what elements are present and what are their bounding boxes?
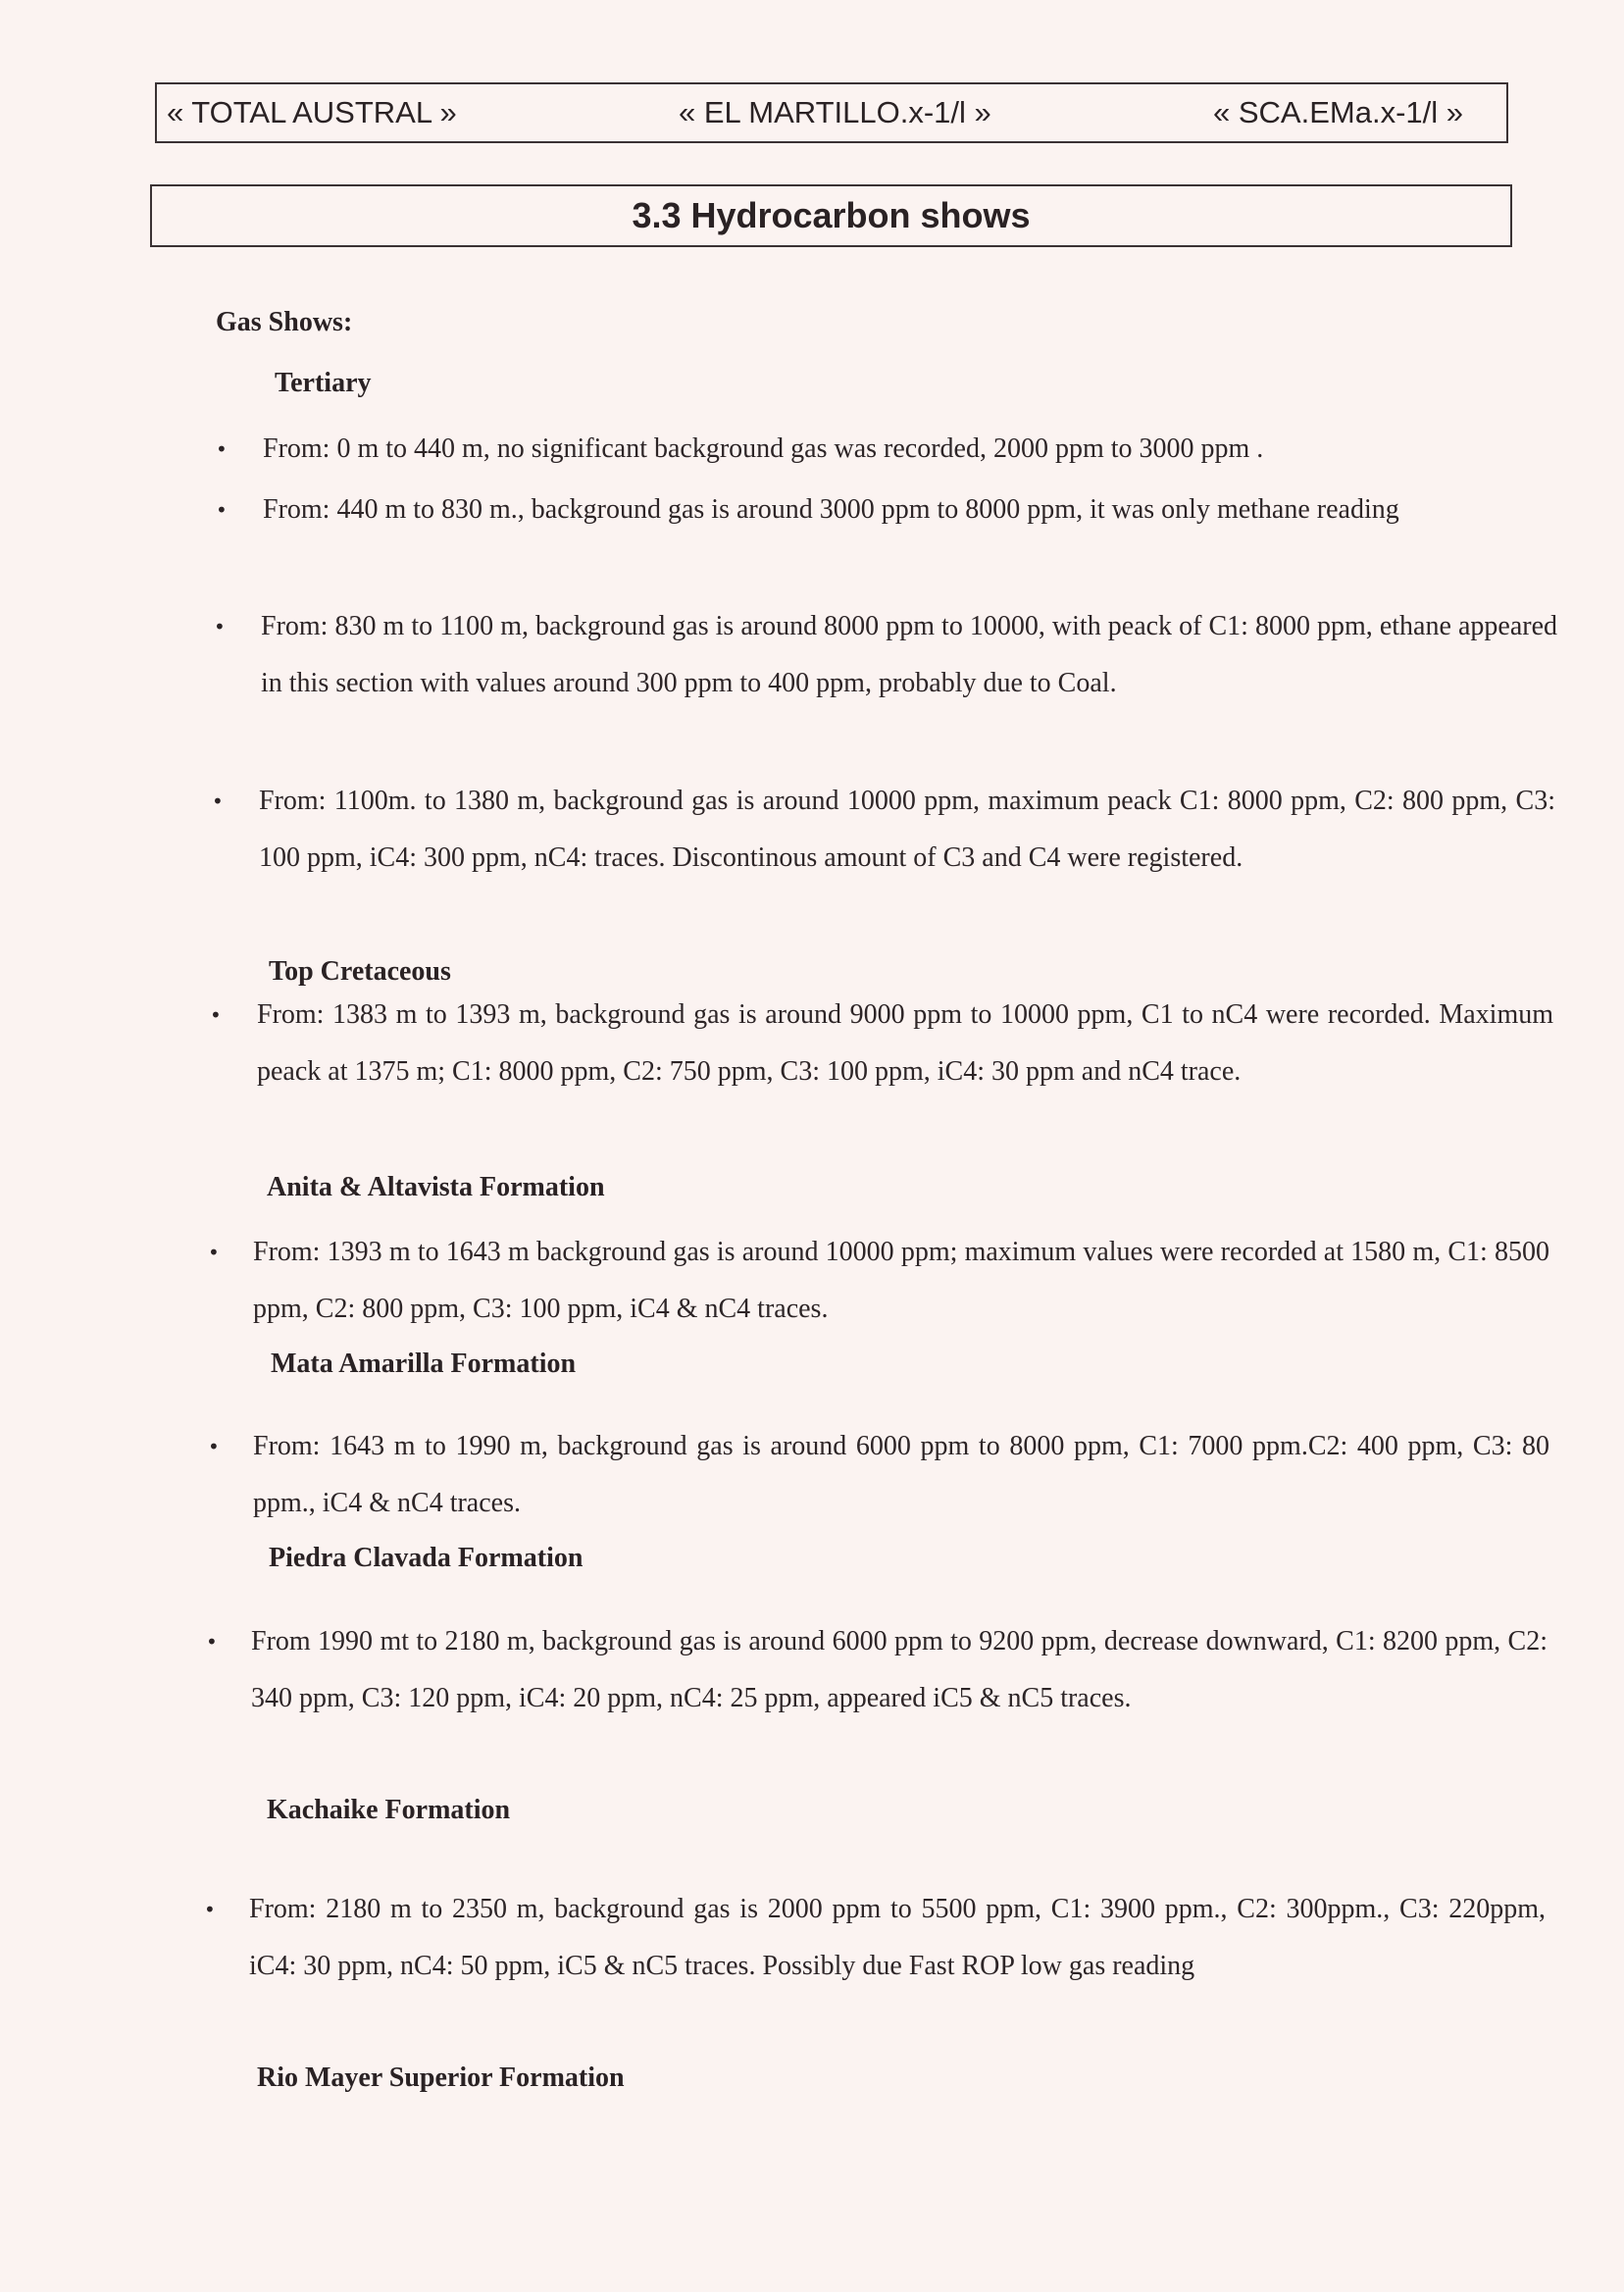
header-company: « TOTAL AUSTRAL » [167, 95, 457, 129]
heading-top-cretaceous: Top Cretaceous [269, 956, 451, 987]
list-item: From: 0 m to 440 m, no significant background gas was recorded, 2000 ppm to 3000 ppm . [263, 433, 1264, 464]
heading-kachaike: Kachaike Formation [267, 1795, 511, 1825]
bullet-icon: • [214, 615, 226, 638]
section-title-box [150, 184, 1512, 247]
bullet-icon: • [208, 1241, 220, 1264]
document-header [155, 82, 1508, 143]
bullet-icon: • [210, 1003, 222, 1027]
list-item: From: 1100m. to 1380 m, background gas is around 10000 ppm, maximum peack C1: 8000 ppm, C2: 800 ppm, C3: 100 ppm, iC4: 300 ppm, nC4: traces. Discontinous amount of C3 and C4 were registered. [259, 786, 1555, 873]
list-item: From: 2180 m to 2350 m, background gas is 2000 ppm to 5500 ppm, C1: 3900 ppm., C2: 300ppm., C3: 220ppm, iC4: 30 ppm, nC4: 50 ppm, iC5 & nC5 traces. Possibly due Fast ROP low gas reading [249, 1894, 1546, 1981]
gas-shows-label: Gas Shows: [216, 307, 353, 337]
heading-tertiary: Tertiary [275, 368, 372, 398]
list-item: From: 1383 m to 1393 m, background gas is around 9000 ppm to 10000 ppm, C1 to nC4 were recorded. Maximum peack at 1375 m; C1: 8000 ppm, C2: 750 ppm, C3: 100 ppm, iC4: 30 ppm and nC4 trace. [257, 999, 1553, 1087]
bullet-icon: • [208, 1435, 220, 1458]
heading-mata-amarilla: Mata Amarilla Formation [271, 1349, 577, 1379]
bullet-icon: • [212, 789, 224, 813]
list-item: From: 440 m to 830 m., background gas is around 3000 ppm to 8000 ppm, it was only methane reading [263, 494, 1399, 525]
header-code: « SCA.EMa.x-1/l » [1213, 95, 1463, 129]
bullet-icon: • [216, 437, 228, 461]
bullet-icon: • [206, 1630, 218, 1654]
list-item: From 1990 mt to 2180 m, background gas is around 6000 ppm to 9200 ppm, decrease downward, C1: 8200 ppm, C2: 340 ppm, C3: 120 ppm, iC4: 20 ppm, nC4: 25 ppm, appeared iC5 & nC5 traces. [251, 1626, 1548, 1713]
list-item: From: 830 m to 1100 m, background gas is around 8000 ppm to 10000, with peack of C1: 8000 ppm, ethane appeared in this section with values around 300 ppm to 400 ppm, probably due to Coal. [261, 611, 1557, 698]
list-item: From: 1643 m to 1990 m, background gas is around 6000 ppm to 8000 ppm, C1: 7000 ppm.C2: 400 ppm, C3: 80 ppm., iC4 & nC4 traces. [253, 1431, 1549, 1518]
bullet-icon: • [216, 498, 228, 522]
section-title: 3.3 Hydrocarbon shows [632, 195, 1031, 235]
list-item: From: 1393 m to 1643 m background gas is around 10000 ppm; maximum values were recorded at 1580 m, C1: 8500 ppm, C2: 800 ppm, C3: 100 ppm, iC4 & nC4 traces. [253, 1237, 1549, 1324]
header-well: « EL MARTILLO.x-1/l » [679, 95, 991, 129]
heading-piedra-clavada: Piedra Clavada Formation [269, 1543, 584, 1573]
heading-anita-altavista: Anita & Altavista Formation [267, 1172, 605, 1202]
heading-rio-mayer-superior: Rio Mayer Superior Formation [257, 2063, 625, 2093]
bullet-icon: • [204, 1898, 216, 1921]
